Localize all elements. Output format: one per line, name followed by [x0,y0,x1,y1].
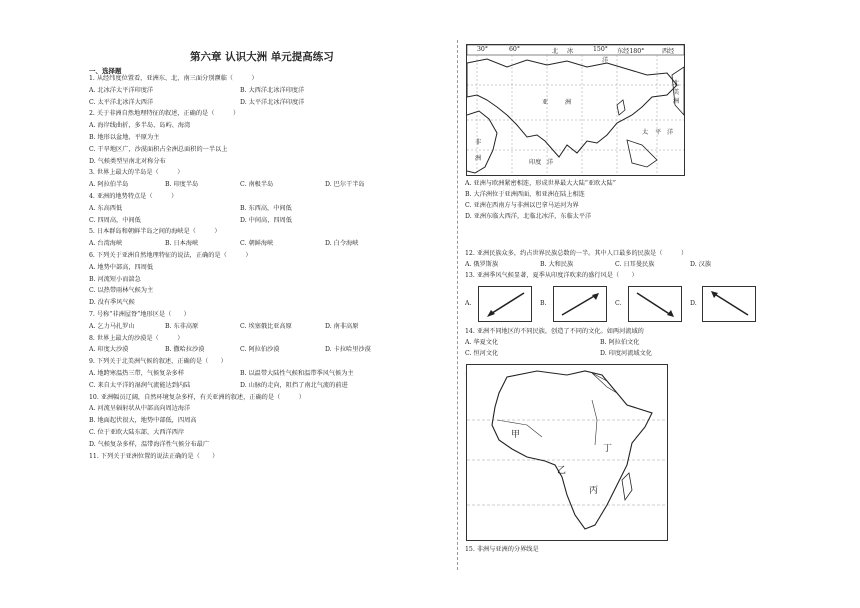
arrow-icon [554,287,606,321]
q12-option-a: A. 俄罗斯族 [465,261,499,268]
q14-option-c: C. 恒河文化 [465,350,499,357]
q14-option-d: D. 印度河流域文化 [600,350,652,357]
asia-label: 亚 [542,99,549,106]
left-line-1-t: A. 北冰洋太平洋印度洋 [89,86,154,94]
asia-label: 美 [673,89,680,96]
left-line-23-t2: B. 撒哈拉沙漠 [165,346,205,354]
asia-label: 洲 [565,99,572,106]
q12-option-c: C. 日耳曼民族 [615,261,655,268]
left-line-0-t: 1. 从经纬度位置看，亚洲东、北、南三面分别濒临（ ） [89,75,258,82]
q13-stem: 13. 亚洲季风气候显著，夏季从印度洋吹来的盛行风是（ ） [465,272,638,279]
left-line-2-t: C. 太平洋北冰洋大西洋 [89,98,154,106]
left-line-5-t: B. 地形以盆地、平原为主 [89,134,160,141]
asia-map [466,44,685,176]
page-title: 第六章 认识大洲 单元提高练习 [190,51,334,63]
asia-top-label: 60° [509,46,520,53]
left-line-6-t: C. 干旱地区广，沙漠面积占全洲总面积的一半以上 [89,145,228,153]
left-line-25-t2: B. 以温带大陆性气候和温带季风气候为主 [240,370,354,377]
asia-top-label: 东经180° [617,48,645,55]
asia-label: 太 [642,129,649,136]
left-line-14-t: A. 台湾海峡 [89,240,123,248]
left-line-24-t: 9. 下列关于北美洲气候的叙述，正确的是（ ） [89,358,227,366]
asia-top-label: 150° [593,46,608,53]
q12-option-b: B. 大和民族 [540,261,574,268]
left-line-26-t2: D. 山脉的走向，阻挡了南北气流的前进 [240,381,348,389]
left-line-28-t: A. 河流呈辐射状从中部高向周边海洋 [89,405,191,413]
left-line-23-t: A. 印度大沙漠 [89,346,129,354]
left-line-30-t: C. 位于亚欧大陆东部，大西洋西岸 [89,429,185,436]
left-line-25-t: A. 地跨寒温热三带，气候复杂多样 [89,370,185,377]
asia-label: 洋 [667,129,674,136]
q13-option-a-label: A. [465,300,472,307]
left-line-21-t3: C. 埃塞俄比亚高原 [240,322,292,330]
q11-option: D. 亚洲东临大西洋，北临北冰洋，东临太平洋 [465,213,592,220]
left-line-8-t: 3. 世界上最大的半岛是（ ） [89,169,184,177]
africa-map [466,364,668,541]
q13-option-d-box [702,286,756,322]
left-line-31-t: D. 气候复杂多样，温带海洋性气候分布最广 [89,440,210,448]
left-line-16-t: A. 地势中部高，四周低 [89,263,154,271]
left-line-21-t4: D. 南非高原 [325,322,359,330]
q13-option-a-box [478,286,532,322]
q12-stem: 12. 亚洲民族众多，约占世界民族总数的一半。其中人口最多的民族是（ ） [465,250,688,257]
q14-option-b: B. 阿拉伯文化 [600,339,640,346]
left-line-9-t3: C. 南极半岛 [240,181,274,189]
q15-stem: 15. 非洲与亚洲的分界线是 [465,546,539,553]
africa-label-bing: 丙 [589,486,599,496]
column-divider [457,40,458,570]
left-line-14-t4: D. 白令海峡 [325,240,359,248]
left-line-23-t4: D. 卡拉哈里沙漠 [325,346,371,354]
left-line-10-t: 4. 亚洲的地势特点是（ ） [89,193,178,200]
left-line-2-t2: D. 太平洋北冰洋印度洋 [240,98,305,106]
asia-label: 北 [673,80,680,87]
left-line-3-t: 2. 关于非洲自然地理特征的叙述，正确的是（ ） [89,110,240,118]
left-line-22-t: 8. 世界上最大的沙漠是（ ） [89,334,184,342]
asia-label: 洲 [475,155,482,162]
asia-top-label: 30° [477,46,488,53]
q13-option-b-label: B. [540,300,547,307]
africa-label-ding: 丁 [603,444,613,454]
q14-option-a: A. 华夏文化 [465,339,499,346]
africa-label-jia: 甲 [511,430,521,440]
left-line-19-t: D. 没有季风气候 [89,299,135,307]
left-line-18-t: C. 以热带雨林气候为主 [89,287,154,295]
left-line-26-t: C. 来自太平洋的湿润气流能达到内陆 [89,381,191,389]
asia-map-drawing [467,45,684,175]
section-heading: 一、选择题 [89,67,122,75]
q13-option-d-label: D. [690,300,697,307]
left-line-23-t3: C. 阿拉伯沙漠 [240,346,280,354]
left-line-27-t: 10. 亚洲幅员辽阔，自然环境复杂多样，有关亚洲的叙述，正确的是（ ） [89,393,305,401]
left-line-9-t: A. 阿拉伯半岛 [89,181,129,189]
left-line-12-t2: D. 中间高，四周低 [240,216,292,224]
africa-label-yi: 乙 [557,466,567,476]
asia-top-label: 北 [552,48,559,55]
asia-top-label: 冰 [567,48,574,55]
q11-option: C. 亚洲在西南方与非洲以巴拿马运河为界 [465,202,579,209]
left-line-9-t4: D. 巴尔干半岛 [325,181,365,189]
africa-map-drawing [467,365,667,540]
q11-option: A. 亚洲与欧洲紧密相连，形成世界最大大陆“亚欧大陆” [465,180,616,187]
q12-option-d: D. 汉族 [690,261,712,268]
left-line-14-t2: B. 日本海峡 [165,240,199,248]
left-line-14-t3: C. 朝鲜海峡 [240,240,274,248]
asia-top-label: 西经 [662,48,675,55]
left-line-32-t: 11. 下列关于亚洲位置的说法正确的是（ ） [89,452,219,460]
asia-top-label: 洋 [602,57,609,64]
left-line-21-t: A. 乞力马扎罗山 [89,322,135,330]
q13-option-c-label: C. [615,300,622,307]
left-line-1-t2: B. 大西洋北冰洋印度洋 [240,86,305,94]
left-line-13-t: 5. 日本群岛和朝鲜半岛之间的海峡是（ ） [89,228,221,236]
left-line-12-t: C. 四周高，中间低 [89,216,141,224]
left-line-20-t: 7. 号称“非洲屋脊”地形区是（ ） [89,311,190,318]
arrow-icon [703,287,755,321]
asia-label: 洲 [673,98,680,105]
left-line-9-t2: B. 印度半岛 [165,181,199,189]
left-line-29-t: B. 地面起伏很大，地势中部低，四周高 [89,417,197,425]
arrow-icon [629,287,681,321]
left-line-7-t: D. 气候类型呈南北对称分布 [89,157,166,165]
asia-label: 非 [475,139,482,146]
left-line-17-t: B. 河流短小而湍急 [89,275,141,283]
left-line-11-t: A. 东高西低 [89,204,123,212]
left-line-11-t2: B. 东西高，中间低 [240,204,292,212]
left-line-15-t: 6. 下列关于亚洲自然地理特征的说法，正确的是（ ） [89,252,252,259]
asia-label: 平 [655,129,662,136]
asia-label: 印度 [529,159,542,166]
arrow-icon [479,287,531,321]
q13-option-c-box [628,286,682,322]
q11-option: B. 大洋洲位于亚洲西面，和亚洲在陆上相连 [465,191,585,198]
left-line-4-t: A. 海岸线曲折，多半岛、岛屿、海湾 [89,122,191,130]
left-line-21-t2: B. 东非高原 [165,322,199,330]
asia-label: 洋 [547,159,554,166]
q13-option-b-box [553,286,607,322]
q14-stem: 14. 亚洲不同地区的不同民族，创造了不同的文化。如两河流域的 [465,328,644,335]
